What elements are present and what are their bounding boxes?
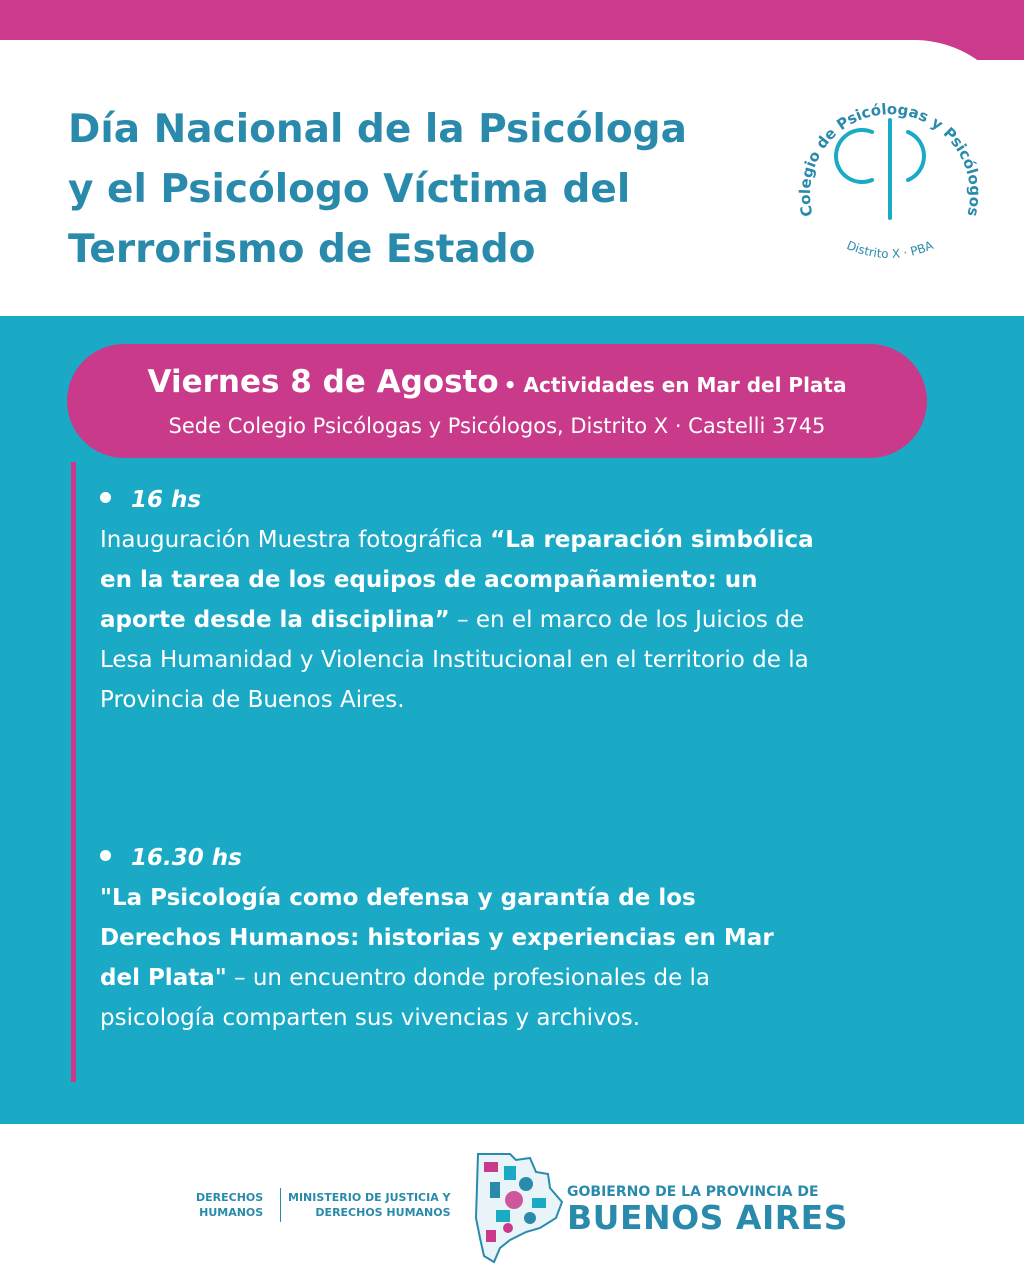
gobierno-label: GOBIERNO DE LA PROVINCIA DE xyxy=(567,1184,819,1200)
event-title: “La reparación simbólica en la tarea de los equipos de acompañamiento: un aporte desde la disciplina” xyxy=(100,527,814,633)
title-line-2: y el Psicólogo Víctima del xyxy=(68,167,631,212)
province-map-icon xyxy=(470,1148,566,1266)
event-time: 16.30 hs xyxy=(131,845,242,871)
banner-venue: Sede Colegio Psicólogas y Psicólogos, Distrito X · Castelli 3745 xyxy=(168,414,826,438)
bullet-icon xyxy=(100,850,111,861)
event-description: "La Psicología como defensa y garantía de los Derechos Humanos: historias y experiencias en Mar del Plata" – un encuentro donde profesionales de la psicología comparten sus vivencias y archivos. xyxy=(100,885,774,1031)
colegio-logo xyxy=(790,72,990,282)
page-title xyxy=(68,100,788,280)
title-line-3: Terrorismo de Estado xyxy=(68,227,536,272)
event-2 xyxy=(100,838,820,1038)
logo-arc-text: Colegio de Psicólogas y Psicólogos xyxy=(795,100,985,219)
logo-bottom-text: Distrito X · PBA xyxy=(844,238,936,262)
bullet-icon xyxy=(100,492,111,503)
date-banner xyxy=(67,344,927,458)
ministry-logo: MINISTERIO DE JUSTICIA Y DERECHOS HUMANOS xyxy=(288,1191,451,1219)
title-line-1: Día Nacional de la Psicóloga xyxy=(68,107,687,152)
event-title: "La Psicología como defensa y garantía de los Derechos Humanos: historias y experiencias en Mar del Plata" xyxy=(100,885,774,991)
timeline-bar xyxy=(71,462,76,1082)
banner-activities: • Actividades en Mar del Plata xyxy=(503,373,847,397)
event-description: Inauguración Muestra fotográfica “La reparación simbólica en la tarea de los equipos de acompañamiento: un aporte desde la disciplina” – en el marco de los Juicios de Lesa Humanidad y Violencia Institucional en el territorio de la Provincia de Buenos Aires. xyxy=(100,527,814,713)
footer-divider xyxy=(280,1188,281,1222)
buenos-aires-label: BUENOS AIRES xyxy=(567,1198,848,1237)
banner-date: Viernes 8 de Agosto xyxy=(147,364,499,400)
psi-symbol-icon xyxy=(836,120,924,218)
svg-text:Distrito X · PBA xyxy=(845,238,936,261)
derechos-humanos-logo: DERECHOS HUMANOS xyxy=(196,1191,264,1219)
event-1 xyxy=(100,480,820,720)
event-time: 16 hs xyxy=(131,487,202,513)
